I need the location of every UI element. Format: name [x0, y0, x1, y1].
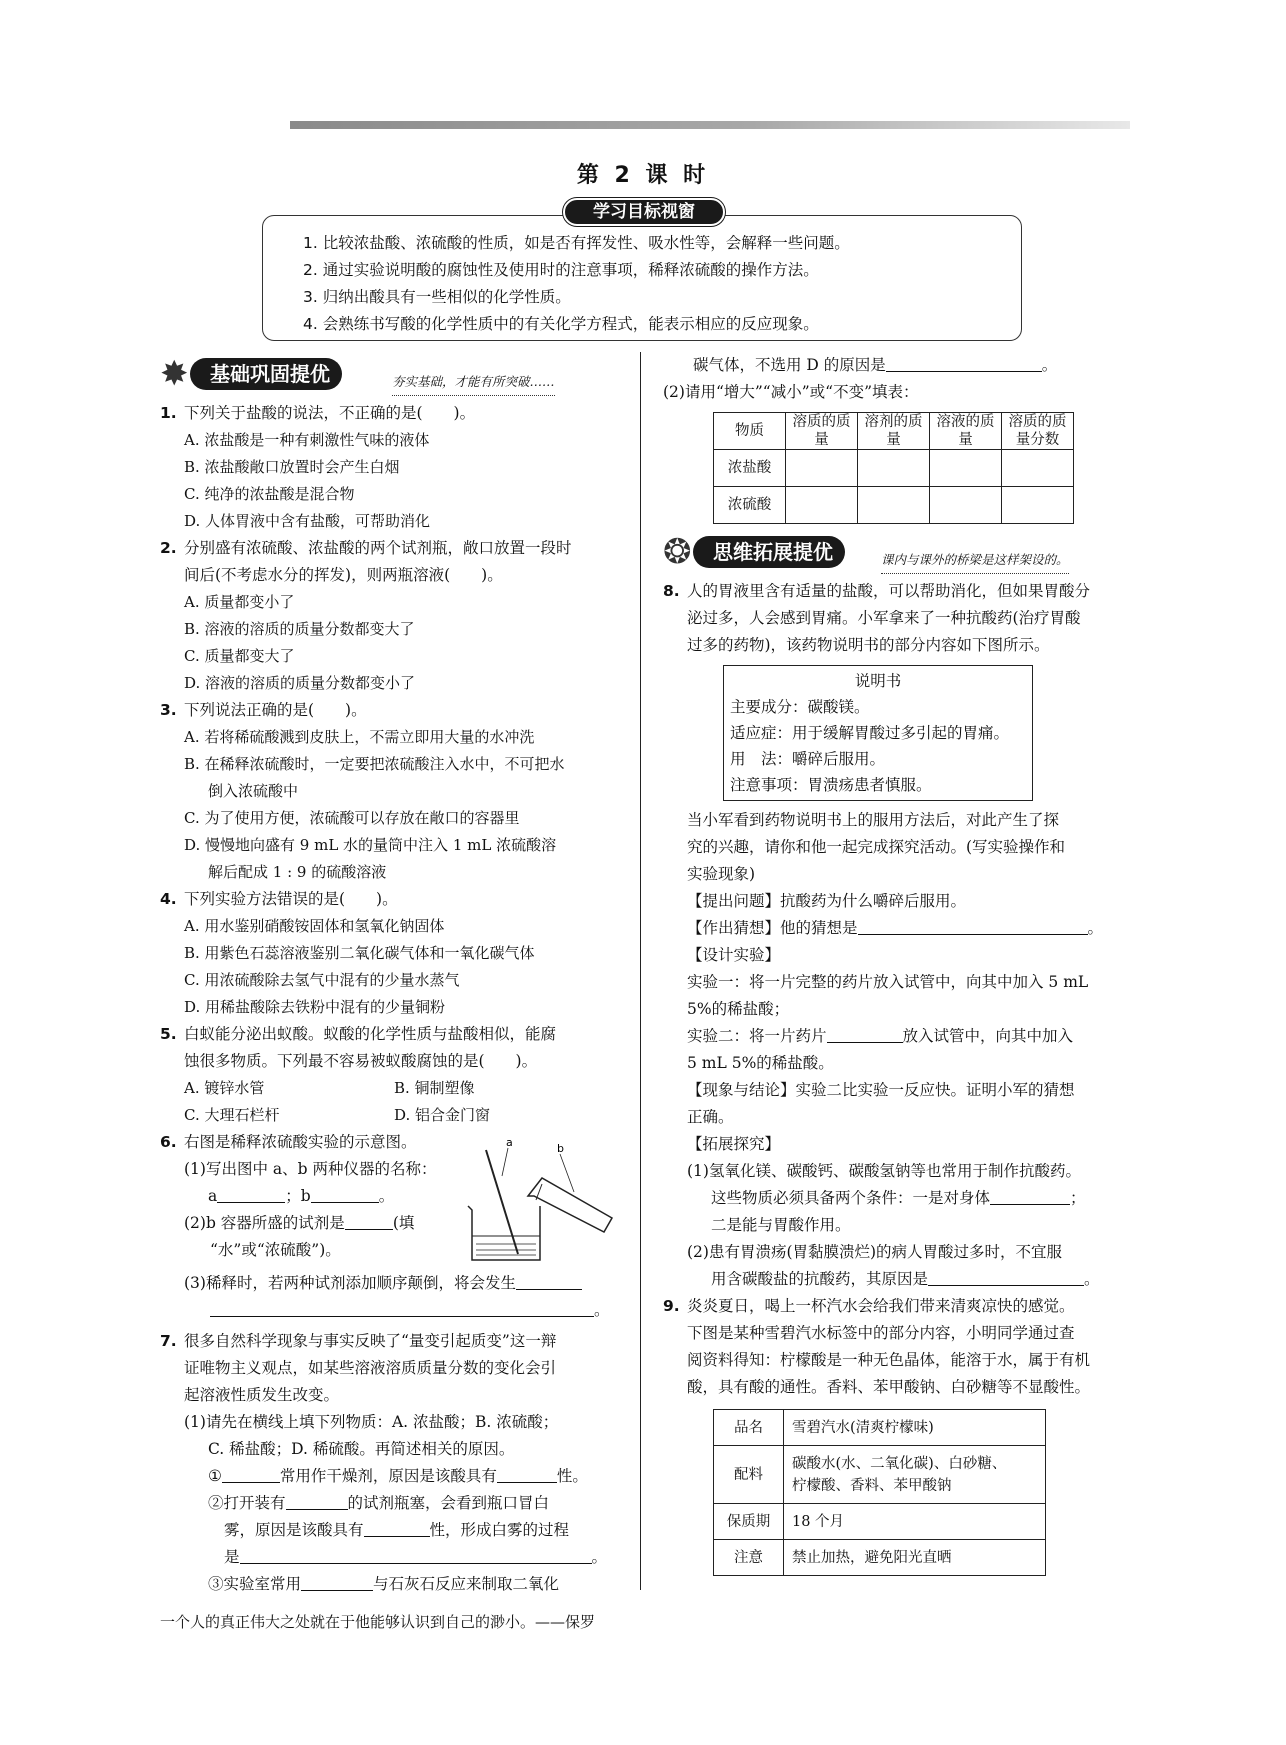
table-header: 溶质的质量分数 — [1002, 413, 1074, 450]
option: D. 用稀盐酸除去铁粉中混有的少量铜粉 — [184, 998, 446, 1016]
answer-blank[interactable] — [217, 1183, 285, 1203]
answer-blank[interactable] — [240, 1544, 592, 1564]
objective-item: 1. 比较浓盐酸、浓硫酸的性质，如是否有挥发性、吸水性等，会解释一些问题。 — [303, 234, 850, 252]
table-cell[interactable] — [858, 450, 930, 487]
answer-blank[interactable] — [990, 1185, 1070, 1205]
label-key: 注意 — [714, 1540, 784, 1576]
question-4: 4. 下列实验方法错误的是( )。 — [160, 890, 398, 908]
answer-blank[interactable] — [364, 1517, 430, 1537]
column-divider — [640, 352, 641, 1590]
option: B. 铜制塑像 — [394, 1079, 475, 1097]
objectives-badge: 学习目标视窗 — [563, 198, 725, 226]
option: D. 慢慢地向盛有 9 mL 水的量筒中注入 1 mL 浓硫酸溶 — [184, 836, 557, 854]
table-header: 物质 — [714, 413, 786, 450]
table-cell[interactable] — [930, 450, 1002, 487]
answer-blank[interactable] — [497, 1463, 557, 1483]
table-cell[interactable] — [786, 450, 858, 487]
section-header-basic — [160, 352, 626, 400]
option: D. 人体胃液中含有盐酸，可帮助消化 — [184, 512, 431, 530]
table-row-label: 浓硫酸 — [714, 487, 786, 524]
option: A. 若将稀硫酸溅到皮肤上，不需立即用大量的水冲洗 — [184, 728, 535, 746]
label-key: 配料 — [714, 1446, 784, 1504]
table-header: 溶剂的质量 — [858, 413, 930, 450]
option: A. 镀锌水管 — [184, 1079, 265, 1097]
answer-blank[interactable] — [301, 1571, 373, 1591]
objectives-box — [262, 215, 1022, 341]
table-cell[interactable] — [858, 487, 930, 524]
shell-icon: ❂ — [663, 532, 692, 572]
section-title: 基础巩固提优 — [190, 358, 342, 390]
option: C. 用浓硫酸除去氢气中混有的少量水蒸气 — [184, 971, 460, 989]
question-9: 9. 炎炎夏日，喝上一杯汽水会给我们带来清爽凉快的感觉。 — [663, 1297, 1075, 1315]
footer-quote: 一个人的真正伟大之处就在于他能够认识到自己的渺小。——保罗 — [160, 1613, 596, 1631]
option: A. 用水鉴别硝酸铵固体和氢氧化钠固体 — [184, 917, 445, 935]
label-value: 18 个月 — [784, 1504, 1046, 1540]
section-header-extend — [663, 530, 1125, 578]
option: A. 浓盐酸是一种有刺激性气味的液体 — [184, 431, 430, 449]
question-2: 2. 分别盛有浓硫酸、浓盐酸的两个试剂瓶，敞口放置一段时 — [160, 539, 572, 557]
label-key: 保质期 — [714, 1504, 784, 1540]
concentration-table — [713, 412, 1074, 524]
answer-blank[interactable] — [222, 1463, 280, 1483]
table-header: 溶质的质量 — [786, 413, 858, 450]
dilution-apparatus-figure — [462, 1136, 622, 1262]
manual-title: 说明书 — [854, 672, 902, 690]
question-3: 3. 下列说法正确的是( )。 — [160, 701, 367, 719]
table-cell[interactable] — [930, 487, 1002, 524]
section-subtitle: 夯实基础，才能有所突破…… — [392, 368, 555, 396]
table-cell[interactable] — [1002, 487, 1074, 524]
answer-blank[interactable] — [311, 1183, 379, 1203]
answer-blank[interactable] — [827, 1023, 903, 1043]
option: C. 大理石栏杆 — [184, 1106, 280, 1124]
option: B. 在稀释浓硫酸时，一定要把浓硫酸注入水中，不可把水 — [184, 755, 565, 773]
soda-label-table — [713, 1409, 1046, 1576]
section-title: 思维拓展提优 — [693, 536, 845, 568]
objective-item: 4. 会熟练书写酸的化学性质中的有关化学方程式，能表示相应的反应现象。 — [303, 315, 819, 333]
medicine-manual: 说明书 主要成分：碳酸镁。 适应症：用于缓解胃酸过多引起的胃痛。 用 法：嚼碎后服用。 注意事项：胃溃疡患者慎服。 — [723, 665, 1033, 801]
table-cell[interactable] — [786, 487, 858, 524]
objective-item: 3. 归纳出酸具有一些相似的化学性质。 — [303, 288, 571, 306]
label-value: 雪碧汽水(清爽柠檬味) — [784, 1410, 1046, 1446]
header-rule — [290, 121, 1130, 129]
question-1: 1. 下列关于盐酸的说法，不正确的是( )。 — [160, 404, 476, 422]
option: D. 铝合金门窗 — [394, 1106, 491, 1124]
table-row-label: 浓盐酸 — [714, 450, 786, 487]
answer-blank[interactable] — [286, 1490, 348, 1510]
figure-label-a: a — [506, 1136, 513, 1149]
starfish-icon: ✸ — [160, 354, 189, 394]
question-7: 7. 很多自然科学现象与事实反映了“量变引起质变”这一辩 — [160, 1332, 557, 1350]
option: C. 纯净的浓盐酸是混合物 — [184, 485, 355, 503]
table-cell[interactable] — [1002, 450, 1074, 487]
option: B. 浓盐酸敞口放置时会产生白烟 — [184, 458, 400, 476]
option: B. 用紫色石蕊溶液鉴别二氧化碳气体和一氧化碳气体 — [184, 944, 535, 962]
table-header: 溶液的质量 — [930, 413, 1002, 450]
question-8: 8. 人的胃液里含有适量的盐酸，可以帮助消化，但如果胃酸分 — [663, 582, 1091, 600]
objective-item: 2. 通过实验说明酸的腐蚀性及使用时的注意事项，稀释浓硫酸的操作方法。 — [303, 261, 819, 279]
option: C. 为了使用方便，浓硫酸可以存放在敞口的容器里 — [184, 809, 520, 827]
option: D. 溶液的溶质的质量分数都变小了 — [184, 674, 416, 692]
right-column: 碳气体，不选用 D 的原因是 。 (2)请用“增大”“减小”或“不变”填表： 物质 溶质的质量 溶剂的质量 溶液的质量 溶质的质量分数 浓盐酸 浓硫酸 ❂ 思维拓展提优 课内与课外的桥梁是这样架设的。 8. 人的胃液里含有适量的盐酸，可以帮助消化，但如果胃酸分 泌过多，人会感到胃痛。小军拿来了一种抗酸药(治疗胃酸 过多的药物)，该药物说明书的部分内容如下图所示。 说明书 主要成分：碳酸镁。 适应症：用于缓解胃酸过多引起的胃痛。 用 法：嚼碎后服用。 注意事项：胃溃疡患者慎服。 当小军看到药物说明书上的服用方法后，对此产生了探 究的兴趣，请你和他一起完成探究活动。(写实验操作和 实验现象) 【提出问题】抗酸药为什么嚼碎后服用。 【作出猜想】他的猜想是 。 【设计实验】 实验一：将一片完整的药片放入试管中，向其中加入 5 mL 5%的稀盐酸； 实验二：将一片药片 放入试管中，向其中加入 5 mL 5%的稀盐酸。 【现象与结论】实验二比实验一反应快。证明小军的猜想 正确。 【拓展探究】 (1)氢氧化镁、碳酸钙、碳酸氢钠等也常用于制作抗酸药。 这些物质必须具备两个条件：一是对身体 ； 二是能与胃酸作用。 (2)患有胃溃疡(胃黏膜溃烂)的病人胃酸过多时，不宜服 用含碳酸盐的抗酸药，其原因是 。 9. 炎炎夏日，喝上一杯汽水会给我们带来清爽凉快的感觉。 下图是某种雪碧汽水标签中的部分内容，小明同学通过查 阅资料得知：柠檬酸是一种无色晶体，能溶于水，属于有机 酸，具有酸的通性。香料、苯甲酸钠、白砂糖等不显酸性。 品名 雪碧汽水(清爽柠檬味) 配料 碳酸水(水、二氧化碳)、白砂糖、 柠檬酸、香料、苯甲酸钠 保质期 18 个月 注意 禁止加热，避免阳光直晒 — [663, 352, 1125, 1576]
answer-blank[interactable] — [210, 1297, 594, 1317]
question-5: 5. 白蚁能分泌出蚁酸。蚁酸的化学性质与盐酸相似，能腐 — [160, 1025, 557, 1043]
option: B. 溶液的溶质的质量分数都变大了 — [184, 620, 415, 638]
figure-label-b: b — [557, 1142, 564, 1155]
label-value: 禁止加热，避免阳光直晒 — [784, 1540, 1046, 1576]
option: C. 质量都变大了 — [184, 647, 295, 665]
answer-blank[interactable] — [928, 1266, 1084, 1286]
question-6: 6. 右图是稀释浓硫酸实验的示意图。 — [160, 1133, 417, 1151]
answer-blank[interactable] — [858, 915, 1088, 935]
label-value: 碳酸水(水、二氧化碳)、白砂糖、 柠檬酸、香料、苯甲酸钠 — [784, 1446, 1046, 1504]
section-subtitle: 课内与课外的桥梁是这样架设的。 — [881, 546, 1069, 574]
label-key: 品名 — [714, 1410, 784, 1446]
page-title: 第 2 课 时 — [576, 163, 710, 188]
answer-blank[interactable] — [345, 1210, 393, 1230]
answer-blank[interactable] — [886, 352, 1042, 372]
answer-blank[interactable] — [516, 1270, 582, 1290]
left-column: ✸ 基础巩固提优 夯实基础，才能有所突破…… 1. 下列关于盐酸的说法，不正确的是( )。 A. 浓盐酸是一种有刺激性气味的液体 B. 浓盐酸敞口放置时会产生白烟 C. 纯净的浓盐酸是混合物 D. 人体胃液中含有盐酸，可帮助消化 2. 分别盛有浓硫酸、浓盐酸的两个试剂瓶，敞口放置一段时 间后(不考虑水分的挥发)，则两瓶溶液( )。 A. 质量都变小了 B. 溶液的溶质的质量分数都变大了 C. 质量都变大了 D. 溶液的溶质的质量分数都变小了 3. 下列说法正确的是( )。 A. 若将稀硫酸溅到皮肤上，不需立即用大量的水冲洗 B. 在稀释浓硫酸时，一定要把浓硫酸注入水中，不可把水 倒入浓硫酸中 C. 为了使用方便，浓硫酸可以存放在敞口的容器里 D. 慢慢地向盛有 9 mL 水的量筒中注入 1 mL 浓硫酸溶 解后配成 1 : 9 的硫酸溶液 4. 下列实验方法错误的是( )。 A. 用水鉴别硝酸铵固体和氢氧化钠固体 B. 用紫色石蕊溶液鉴别二氧化碳气体和一氧化碳气体 C. 用浓硫酸除去氢气中混有的少量水蒸气 D. 用稀盐酸除去铁粉中混有的少量铜粉 5. 白蚁能分泌出蚁酸。蚁酸的化学性质与盐酸相似，能腐 蚀很多物质。下列最不容易被蚁酸腐蚀的是( )。 A. 镀锌水管 B. 铜制塑像 C. 大理石栏杆 D. 铝合金门窗 6. 右图是稀释浓硫酸实验的示意图。 (1)写出图中 a、b 两种仪器的名称： a ；b 。 (2)b 容器所盛的试剂是 (填 “水”或“浓硫酸”)。 (3)稀释时，若两种试剂添加顺序颠倒，将会发生 。 7. 很多自然科学现象与事实反映了“量变引起质变”这一辩 证唯物主义观点，如某些溶液溶质质量分数的变化会引 起溶液性质发生改变。 (1)请先在横线上填下列物质：A. 浓盐酸；B. 浓硫酸； C. 稀盐酸；D. 稀硫酸。再简述相关的原因。 ① 常用作干燥剂，原因是该酸具有 性。 ②打开装有 的试剂瓶塞，会看到瓶口冒白 雾，原因是该酸具有 性，形成白雾的过程 是 。 ③实验室常用 与石灰石反应来制取二氧化 — [160, 352, 626, 1598]
option: A. 质量都变小了 — [184, 593, 295, 611]
